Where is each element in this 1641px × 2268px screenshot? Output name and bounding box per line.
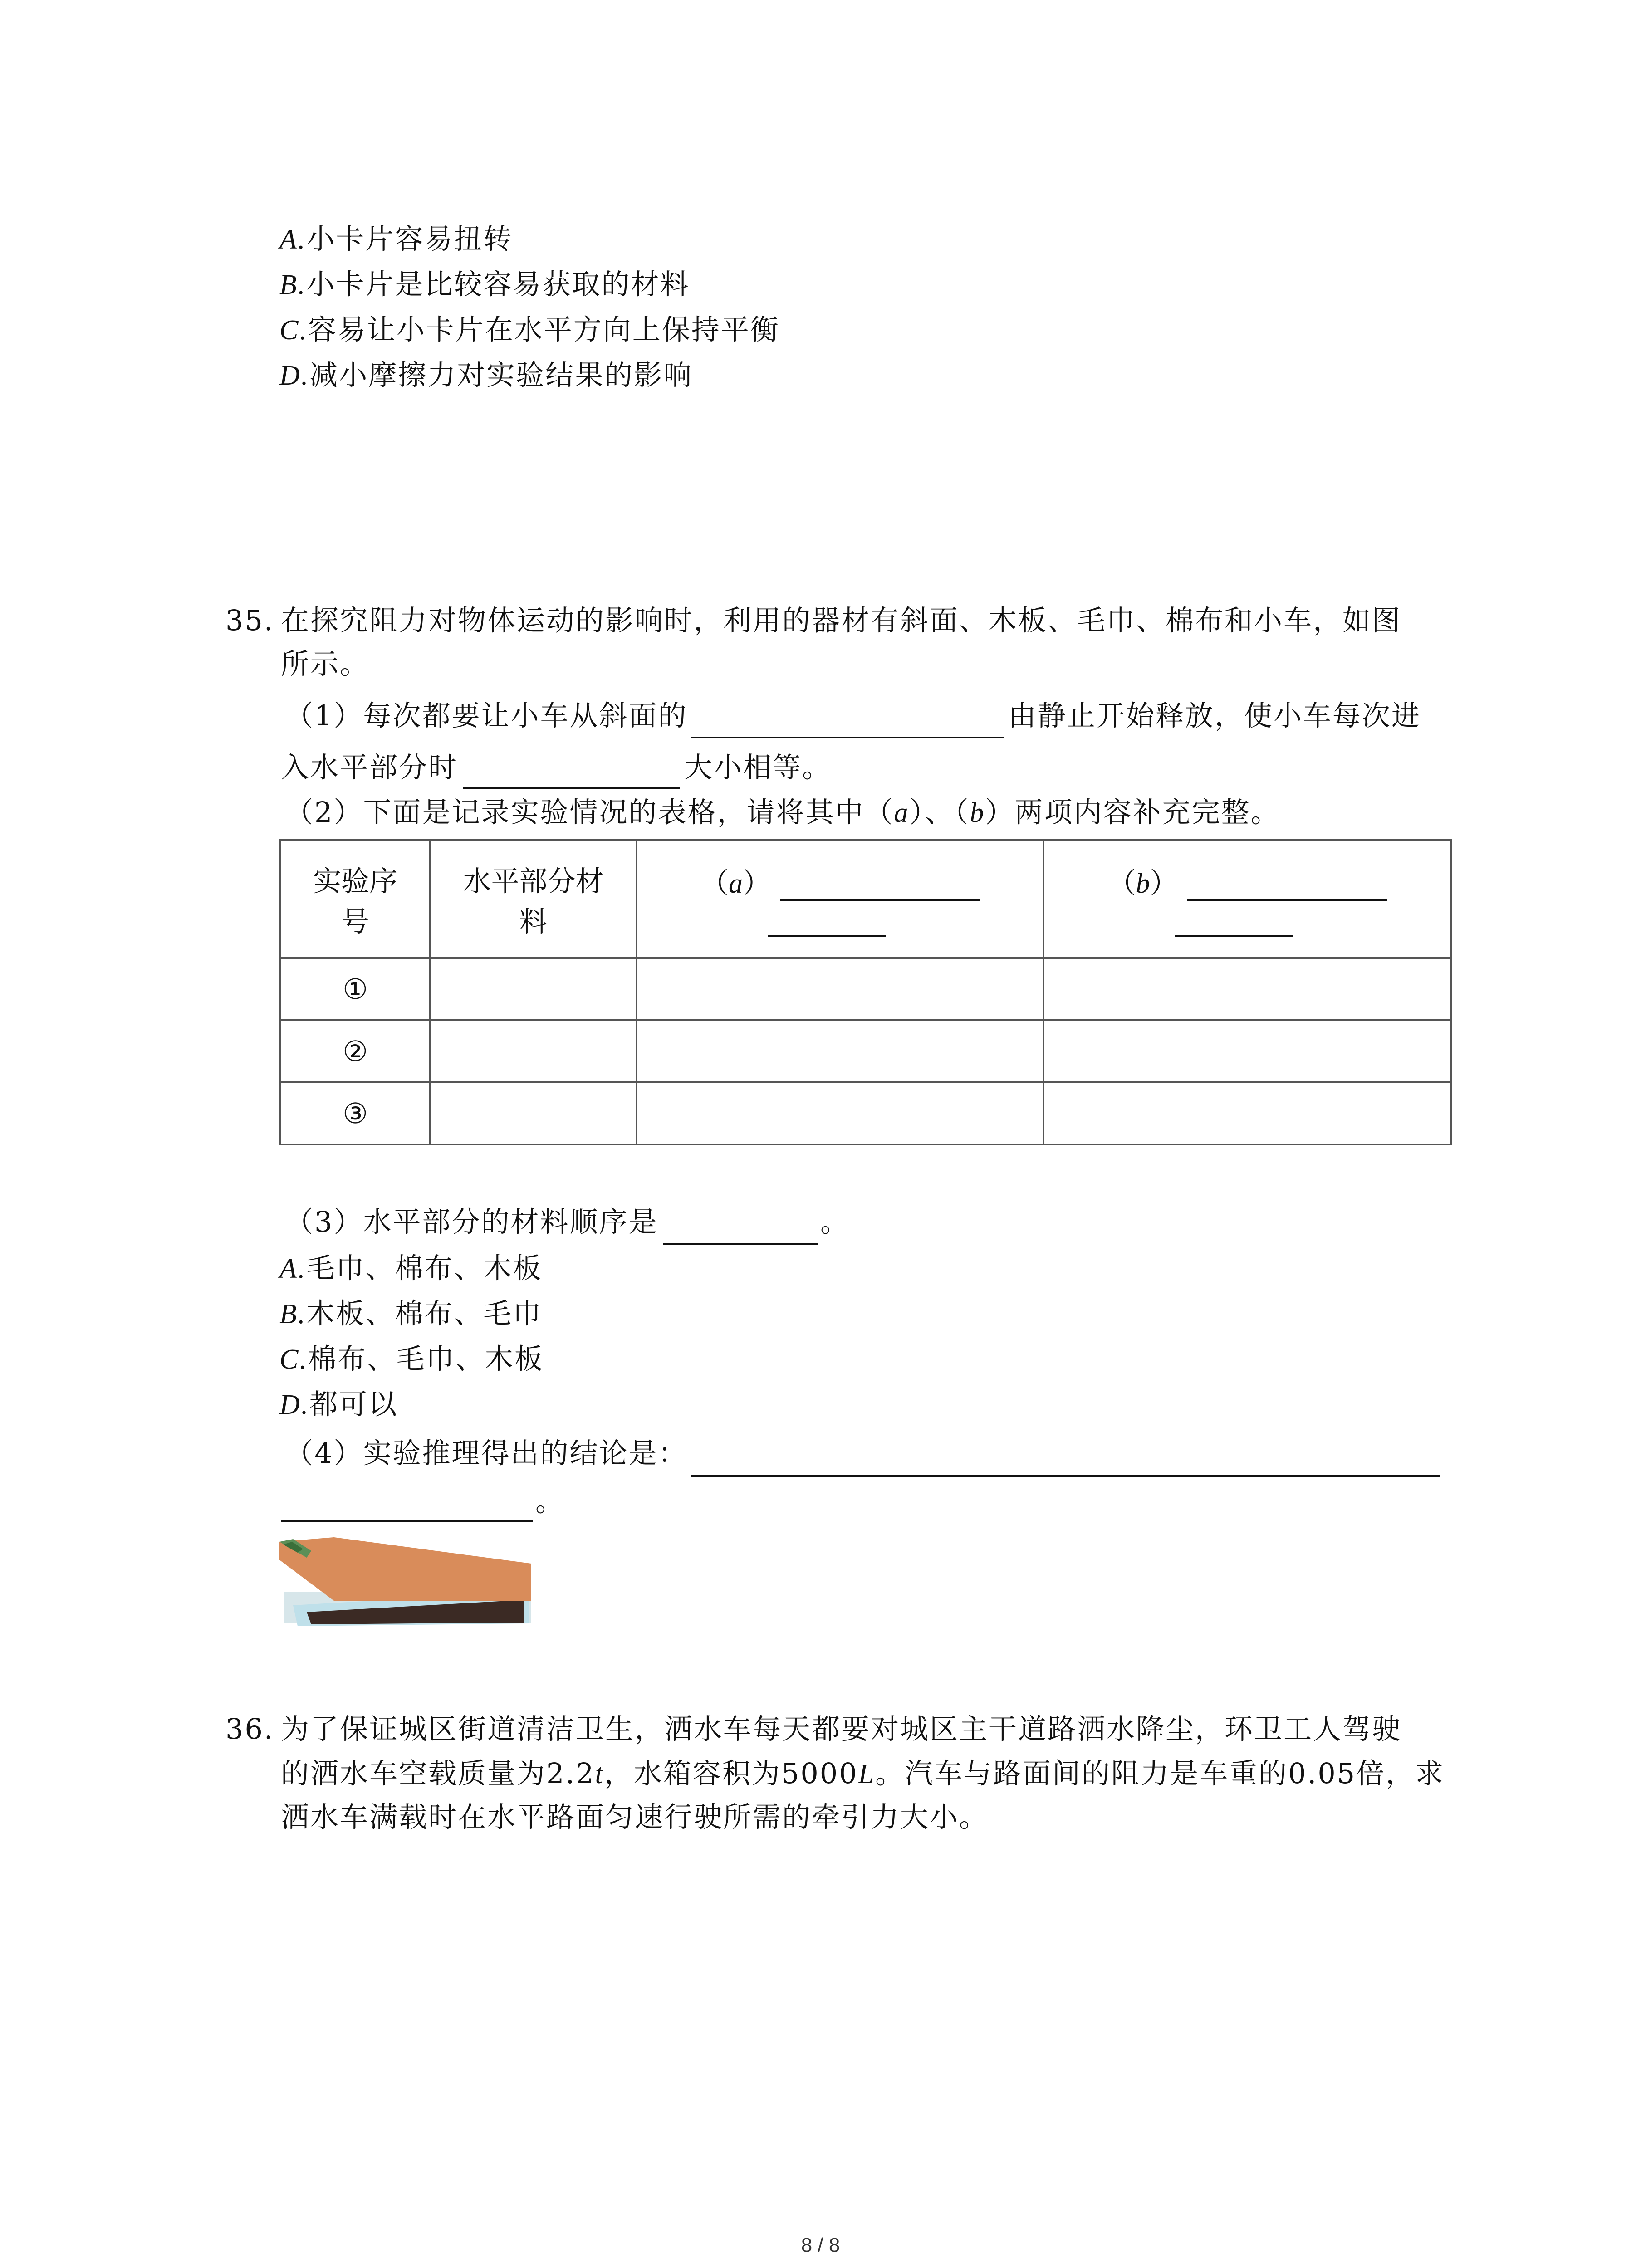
incline-cart-figure xyxy=(279,1533,534,1633)
q35-part3-option-a[interactable]: A.毛巾、棉布、木板 xyxy=(279,1251,543,1285)
row-cell-material[interactable] xyxy=(430,1082,637,1144)
q35-part1-text-a: （1）每次都要让小车从斜面的 xyxy=(285,699,688,732)
table-row xyxy=(280,1082,1451,1144)
row-number: ① xyxy=(280,958,430,1020)
header-item-b: （b） xyxy=(1043,840,1451,958)
q35-part1-text-b: 由静止开始释放，使小车每次进 xyxy=(1008,699,1421,732)
row-cell-b[interactable] xyxy=(1043,1020,1451,1082)
q35-part4-answer-blank-1[interactable] xyxy=(691,1475,1440,1477)
item-b-answer-blank-2[interactable] xyxy=(1175,905,1293,937)
header-horizontal-material: 水平部分材 料 xyxy=(430,840,637,958)
q35-part1-answer-blank-2[interactable] xyxy=(463,787,680,789)
q35-part3-option-c[interactable]: C.棉布、毛巾、木板 xyxy=(279,1342,544,1375)
q35-part4-answer-blank-2[interactable] xyxy=(281,1520,533,1522)
item-b-answer-blank[interactable] xyxy=(1187,869,1387,901)
q34-option-c: C.容易让小卡片在水平方向上保持平衡 xyxy=(279,313,780,346)
q35-part4-text: （4）实验推理得出的结论是： xyxy=(285,1437,688,1470)
table-row xyxy=(280,1020,1451,1082)
figure-board xyxy=(279,1537,531,1601)
item-a-answer-blank-2[interactable] xyxy=(768,905,886,937)
table-row xyxy=(280,958,1451,1020)
q35-stem-line1: 在探究阻力对物体运动的影响时，利用的器材有斜面、木板、毛巾、棉布和小车，如图 xyxy=(281,604,1402,637)
q35-part3-option-d[interactable]: D.都可以 xyxy=(279,1388,398,1421)
q35-part4-end: 。 xyxy=(535,1485,565,1518)
row-cell-a[interactable] xyxy=(637,1020,1043,1082)
q35-part3-end: 。 xyxy=(820,1205,850,1238)
q36-line2: 的洒水车空载质量为2.2t，水箱容积为5000L。汽车与路面间的阻力是车重的0.05倍，求 xyxy=(281,1757,1445,1790)
item-a-answer-blank[interactable] xyxy=(780,869,980,901)
q36-number: 36. xyxy=(225,1712,274,1745)
q35-part2-text: （2）下面是记录实验情况的表格，请将其中（a）、（b）两项内容补充完整。 xyxy=(285,796,1280,829)
q36-line3: 洒水车满载时在水平路面匀速行驶所需的牵引力大小。 xyxy=(281,1800,989,1833)
header-item-a: （a） xyxy=(637,840,1043,958)
q35-part3-text: （3）水平部分的材料顺序是 xyxy=(285,1205,658,1238)
row-cell-b[interactable] xyxy=(1043,1082,1451,1144)
row-cell-a[interactable] xyxy=(637,1082,1043,1144)
q35-part3-answer-blank[interactable] xyxy=(663,1243,818,1245)
q35-number: 35. xyxy=(225,604,274,637)
q35-part3-option-b[interactable]: B.木板、棉布、毛巾 xyxy=(279,1297,543,1330)
row-cell-a[interactable] xyxy=(637,958,1043,1020)
table-header-row xyxy=(280,840,1451,958)
q34-option-d: D.减小摩擦力对实验结果的影响 xyxy=(279,358,693,391)
q36-line1: 为了保证城区街道清洁卫生，洒水车每天都要对城区主干道路洒水降尘，环卫工人驾驶 xyxy=(281,1712,1402,1745)
q35-part1-text-d: 大小相等。 xyxy=(684,751,832,784)
q34-option-a: A.小卡片容易扭转 xyxy=(279,222,513,255)
row-cell-material[interactable] xyxy=(430,958,637,1020)
row-number: ③ xyxy=(280,1082,430,1144)
header-trial-number: 实验序 号 xyxy=(280,840,430,958)
q34-option-b: B.小卡片是比较容易获取的材料 xyxy=(279,268,690,301)
experiment-record-table xyxy=(279,839,1452,1145)
row-number: ② xyxy=(280,1020,430,1082)
q35-part1-answer-blank-1[interactable] xyxy=(691,737,1004,738)
q35-part1-text-c: 入水平部分时 xyxy=(281,751,458,784)
row-cell-material[interactable] xyxy=(430,1020,637,1082)
row-cell-b[interactable] xyxy=(1043,958,1451,1020)
page-number: 8 / 8 xyxy=(801,2234,840,2256)
q35-stem-line2: 所示。 xyxy=(281,647,370,680)
